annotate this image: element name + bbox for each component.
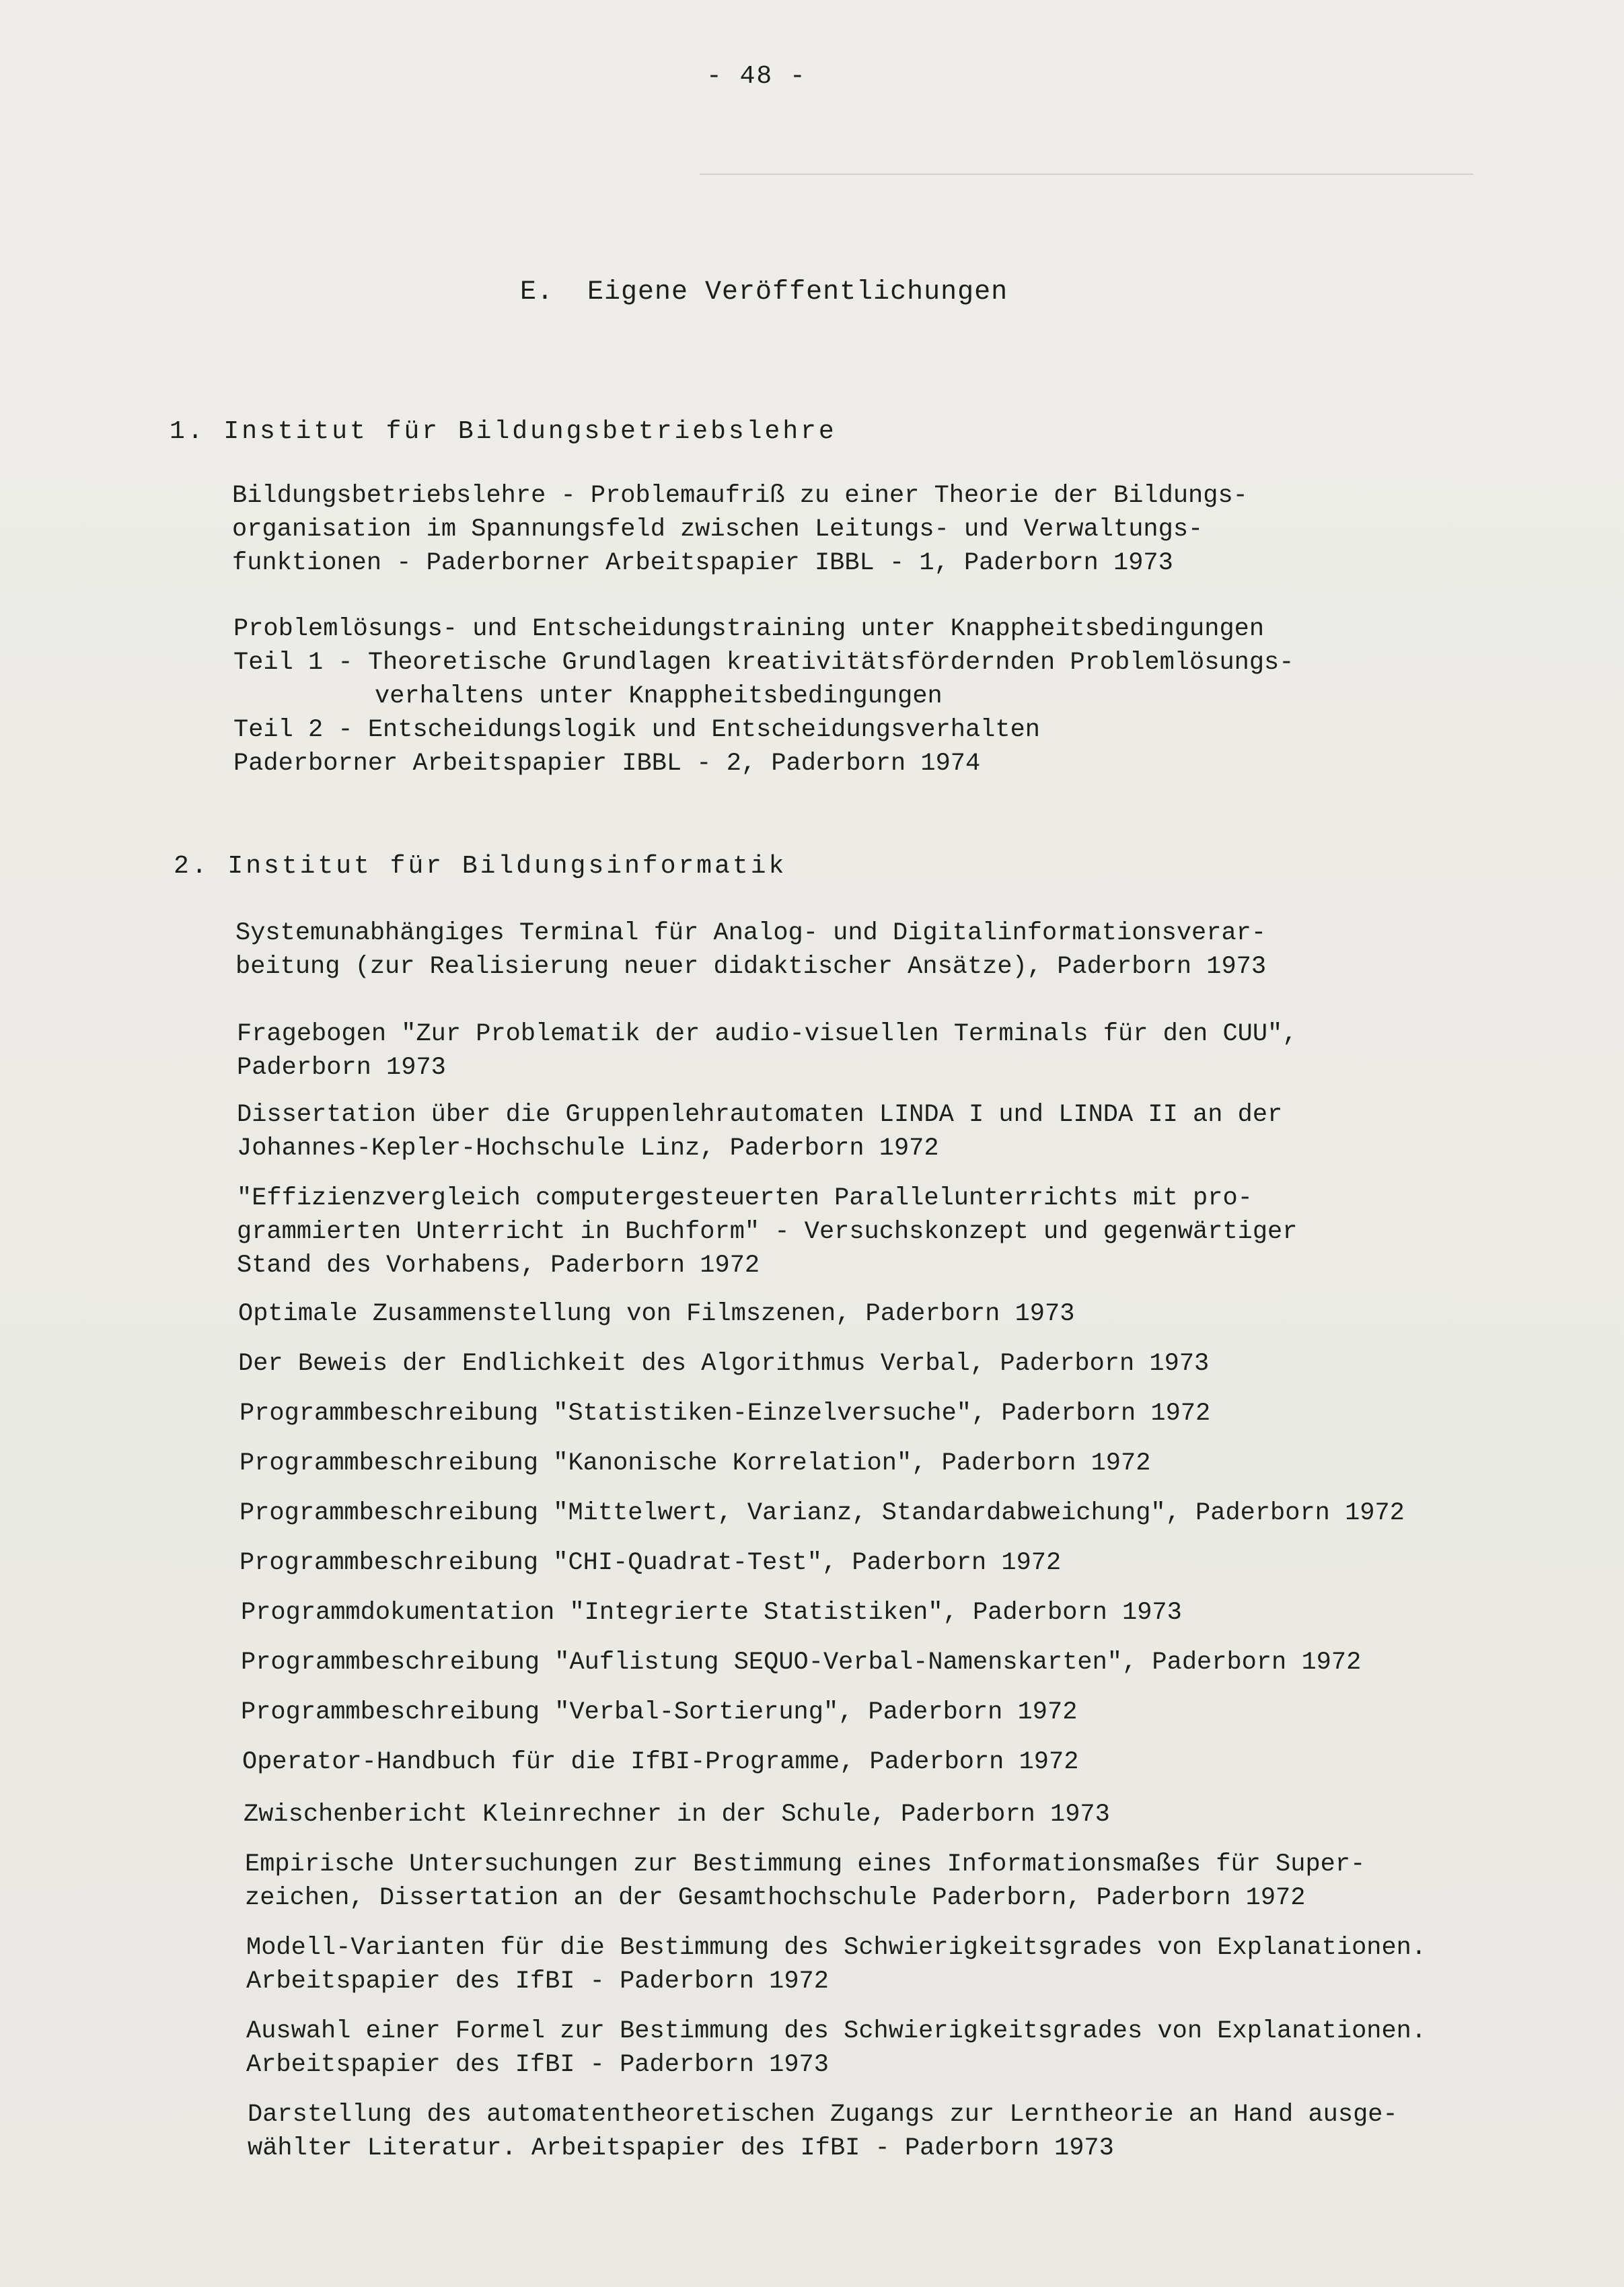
entry-line: Programmbeschreibung "Verbal-Sortierung", Paderborn 1972: [241, 1698, 1078, 1727]
publication-entry: [246, 2014, 1426, 2082]
publication-entry: [237, 1098, 1282, 1165]
entry-line: Auswahl einer Formel zur Bestimmung des Schwierigkeitsgrades von Explanationen.: [246, 2017, 1427, 2045]
publication-entry: [239, 1496, 1405, 1530]
entry-line: beitung (zur Realisierung neuer didaktischer Ansätze), Paderborn 1973: [235, 953, 1267, 981]
publication-entry: [241, 1596, 1182, 1630]
publication-entry: [248, 2098, 1398, 2165]
entry-line: Programmbeschreibung "Statistiken-Einzelversuche", Paderborn 1972: [239, 1400, 1211, 1428]
publication-entry: [242, 1745, 1078, 1779]
publication-entry: [239, 1397, 1210, 1430]
entry-line: Systemunabhängiges Terminal für Analog- und Digitalinformationsverar-: [235, 919, 1267, 947]
publication-entry: [238, 1297, 1074, 1331]
entry-line: Darstellung des automatentheoretischen Zugangs zur Lerntheorie an Hand ausge-: [248, 2101, 1398, 2129]
entry-line: "Effizienzvergleich computergesteuerten Parallelunterrichts mit pro-: [237, 1184, 1253, 1212]
entry-line: Programmbeschreibung "CHI-Quadrat-Test", Paderborn 1972: [239, 1549, 1062, 1577]
entry-line: Bildungsbetriebslehre - Problemaufriß zu einer Theorie der Bildungs-: [232, 482, 1248, 510]
section-heading-bildungsinformatik: 2. Institut für Bildungsinformatik: [174, 852, 787, 881]
entry-line: Dissertation über die Gruppenlehrautomaten LINDA I und LINDA II an der: [237, 1101, 1283, 1129]
entry-line: Teil 1 - Theoretische Grundlagen kreativitätsfördernden Problemlösungs-: [233, 649, 1294, 677]
publication-entry: [237, 1017, 1297, 1085]
section-title: E. Eigene Veröffentlichungen: [520, 277, 1008, 307]
publication-entry: [239, 1546, 1061, 1580]
entry-line: Der Beweis der Endlichkeit des Algorithmus Verbal, Paderborn 1973: [238, 1350, 1210, 1378]
entry-line: wählter Literatur. Arbeitspapier des IfBI - Paderborn 1973: [248, 2134, 1114, 2163]
entry-line: Programmbeschreibung "Auflistung SEQUO-Verbal-Namenskarten", Paderborn 1972: [241, 1648, 1362, 1677]
entry-line: Arbeitspapier des IfBI - Paderborn 1973: [246, 2051, 829, 2079]
publication-entry: [244, 1798, 1110, 1831]
entry-line: zeichen, Dissertation an der Gesamthochschule Paderborn, Paderborn 1972: [245, 1884, 1306, 1912]
entry-line: grammierten Unterricht in Buchform" - Versuchskonzept und gegenwärtiger: [237, 1218, 1298, 1246]
entry-line: funktionen - Paderborner Arbeitspapier IBBL - 1, Paderborn 1973: [232, 549, 1173, 577]
entry-line: Optimale Zusammenstellung von Filmszenen, Paderborn 1973: [238, 1300, 1075, 1328]
publication-entry: [233, 612, 1294, 781]
top-divider: [700, 174, 1473, 175]
entry-line: Programmdokumentation "Integrierte Statistiken", Paderborn 1973: [241, 1599, 1182, 1627]
entry-line: Paderborn 1973: [237, 1054, 446, 1082]
page-number: - 48 -: [706, 62, 807, 91]
entry-line: Programmbeschreibung "Mittelwert, Varianz, Standardabweichung", Paderborn 1972: [239, 1499, 1405, 1527]
entry-line: Stand des Vorhabens, Paderborn 1972: [237, 1251, 760, 1280]
publication-entry: [232, 479, 1248, 580]
publication-entry: [241, 1696, 1077, 1729]
entry-line: organisation im Spannungsfeld zwischen Leitungs- und Verwaltungs-: [232, 515, 1204, 544]
section-heading-bildungsbetriebslehre: 1. Institut für Bildungsbetriebslehre: [170, 417, 837, 446]
entry-line: Johannes-Kepler-Hochschule Linz, Paderborn 1972: [237, 1134, 939, 1163]
entry-line: Empirische Untersuchungen zur Bestimmung eines Informationsmaßes für Super-: [245, 1850, 1366, 1879]
entry-line: verhaltens unter Knappheitsbedingungen: [375, 682, 943, 711]
entry-line: Arbeitspapier des IfBI - Paderborn 1972: [246, 1967, 829, 1996]
entry-line: Paderborner Arbeitspapier IBBL - 2, Paderborn 1974: [233, 750, 981, 778]
entry-line: Problemlösungs- und Entscheidungstraining unter Knappheitsbedingungen: [233, 615, 1265, 643]
entry-line: Operator-Handbuch für die IfBI-Programme, Paderborn 1972: [242, 1748, 1079, 1776]
publication-entry: [237, 1182, 1297, 1282]
publication-entry: [246, 1931, 1426, 1998]
publication-entry: [235, 916, 1266, 984]
entry-line: Teil 2 - Entscheidungslogik und Entscheidungsverhalten: [233, 716, 1040, 744]
publication-entry: [241, 1646, 1361, 1679]
publication-entry: [238, 1347, 1209, 1381]
entry-line: Fragebogen "Zur Problematik der audio-visuellen Terminals für den CUU",: [237, 1020, 1298, 1048]
publication-entry: [245, 1848, 1365, 1915]
entry-line: Programmbeschreibung "Kanonische Korrelation", Paderborn 1972: [239, 1449, 1151, 1478]
entry-line: Modell-Varianten für die Bestimmung des Schwierigkeitsgrades von Explanationen.: [246, 1934, 1427, 1962]
entry-line: Zwischenbericht Kleinrechner in der Schule, Paderborn 1973: [244, 1801, 1110, 1829]
publication-entry: [239, 1447, 1150, 1480]
